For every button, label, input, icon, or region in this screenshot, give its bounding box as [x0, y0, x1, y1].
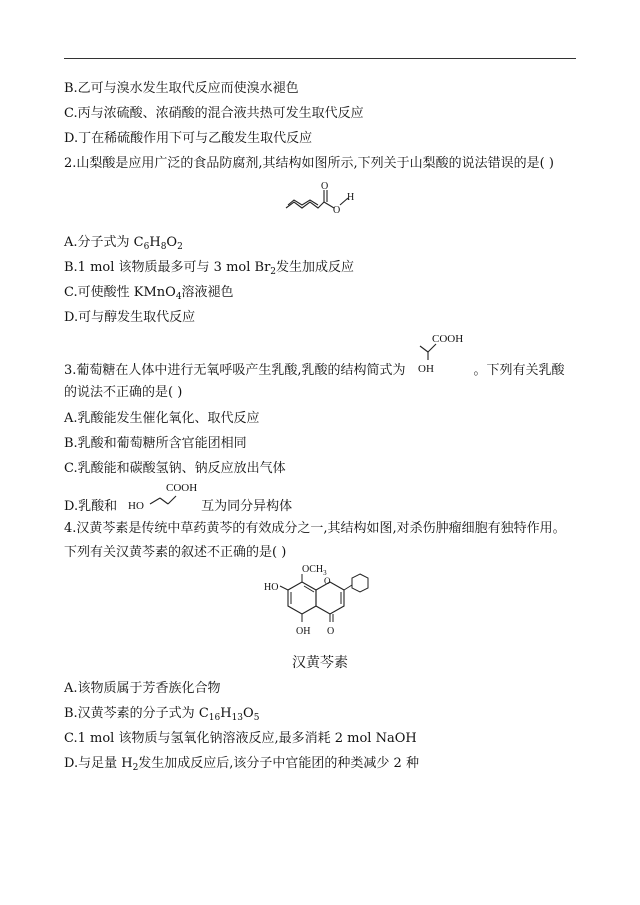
option-4b-h: H: [220, 706, 232, 721]
question-3-line1: [64, 362, 565, 380]
header-rule: [64, 58, 576, 59]
option-2c-text: C.可使酸性 KMnO: [64, 285, 176, 300]
wogonin-o-carbonyl: O: [327, 626, 335, 637]
question-3-tail: 。下列有关乳酸: [473, 363, 565, 378]
wogonin-caption: 汉黄芩素: [292, 655, 348, 671]
option-3d-text: D.乳酸和: [64, 499, 118, 514]
option-4c: C.1 mol 该物质与氢氧化钠溶液反应,最多消耗 2 mol NaOH: [64, 731, 417, 746]
option-4b-o: O: [243, 706, 254, 721]
wogonin-ho: HO: [264, 582, 279, 593]
option-1b: B.乙可与溴水发生取代反应而使溴水褪色: [64, 81, 299, 96]
sorbic-oh-h: H: [347, 192, 355, 203]
sub-h2: 2: [132, 763, 139, 773]
question-3-line2: 的说法不正确的是( ): [64, 385, 183, 400]
option-4d: [64, 755, 419, 773]
option-2c: [64, 284, 234, 302]
option-3d: [64, 498, 292, 516]
option-4d-tail: 发生加成反应后,该分子中官能团的种类减少 2 种: [138, 756, 419, 771]
option-2b-tail: 发生加成反应: [276, 260, 355, 275]
option-2b: [64, 259, 354, 277]
option-2b-text: B.1 mol 该物质最多可与 3 mol Br: [64, 260, 271, 275]
option-2a-text: A.分子式为 C: [64, 235, 144, 250]
question-3-text: 3.葡萄糖在人体中进行无氧呼吸产生乳酸,乳酸的结构简式为: [64, 363, 406, 378]
sorbic-o-label: O: [321, 181, 329, 192]
wogonin-och3-text: OCH: [302, 564, 324, 575]
question-2: 2.山梨酸是应用广泛的食品防腐剂,其结构如图所示,下列关于山梨酸的说法错误的是( ): [64, 156, 554, 171]
option-3b: B.乳酸和葡萄糖所含官能团相同: [64, 436, 247, 451]
isomer-ho: HO: [128, 500, 144, 512]
wogonin-och3-sub: 3: [323, 569, 327, 577]
option-2a-h: H: [149, 235, 161, 250]
option-4d-text: D.与足量 H: [64, 756, 133, 771]
option-4a: A.该物质属于芳香族化合物: [64, 681, 221, 696]
wogonin-o-ring: O: [324, 576, 331, 586]
wogonin-oh: OH: [296, 626, 311, 637]
option-3d-tail: 互为同分异构体: [201, 499, 293, 514]
wogonin-structure: [262, 562, 382, 646]
option-1d: D.丁在稀硫酸作用下可与乙酸发生取代反应: [64, 131, 313, 146]
sub-16: 16: [208, 713, 221, 723]
isomer-cooh: COOH: [166, 482, 198, 494]
lactic-oh: OH: [418, 363, 434, 375]
sub-br2: 2: [270, 267, 277, 277]
sorbic-oh-o: O: [333, 205, 341, 216]
sub-13: 13: [231, 713, 244, 723]
option-4b-text: B.汉黄芩素的分子式为 C: [64, 706, 209, 721]
sorbic-acid-structure: [280, 178, 360, 218]
option-3c: C.乳酸能和碳酸氢钠、钠反应放出气体: [64, 461, 286, 476]
sub-6: 6: [143, 242, 150, 252]
sub-mno4: 4: [175, 292, 182, 302]
option-1c: C.丙与浓硫酸、浓硝酸的混合液共热可发生取代反应: [64, 106, 364, 121]
option-3a: A.乳酸能发生催化氧化、取代反应: [64, 411, 260, 426]
sub-5: 5: [253, 713, 260, 723]
question-4-line2: 下列有关汉黄芩素的叙述不正确的是( ): [64, 545, 287, 560]
lactic-cooh: COOH: [432, 333, 464, 345]
option-2a: [64, 234, 183, 252]
option-2d: D.可与醇发生取代反应: [64, 310, 196, 325]
question-4-line1: 4.汉黄芩素是传统中草药黄芩的有效成分之一,其结构如图,对杀伤肿瘤细胞有独特作用。: [64, 521, 566, 536]
sub-8: 8: [160, 242, 167, 252]
option-4b: [64, 705, 259, 723]
option-2a-o: O: [166, 235, 178, 250]
option-2c-tail: 溶液褪色: [181, 285, 234, 300]
sub-2: 2: [177, 242, 183, 252]
